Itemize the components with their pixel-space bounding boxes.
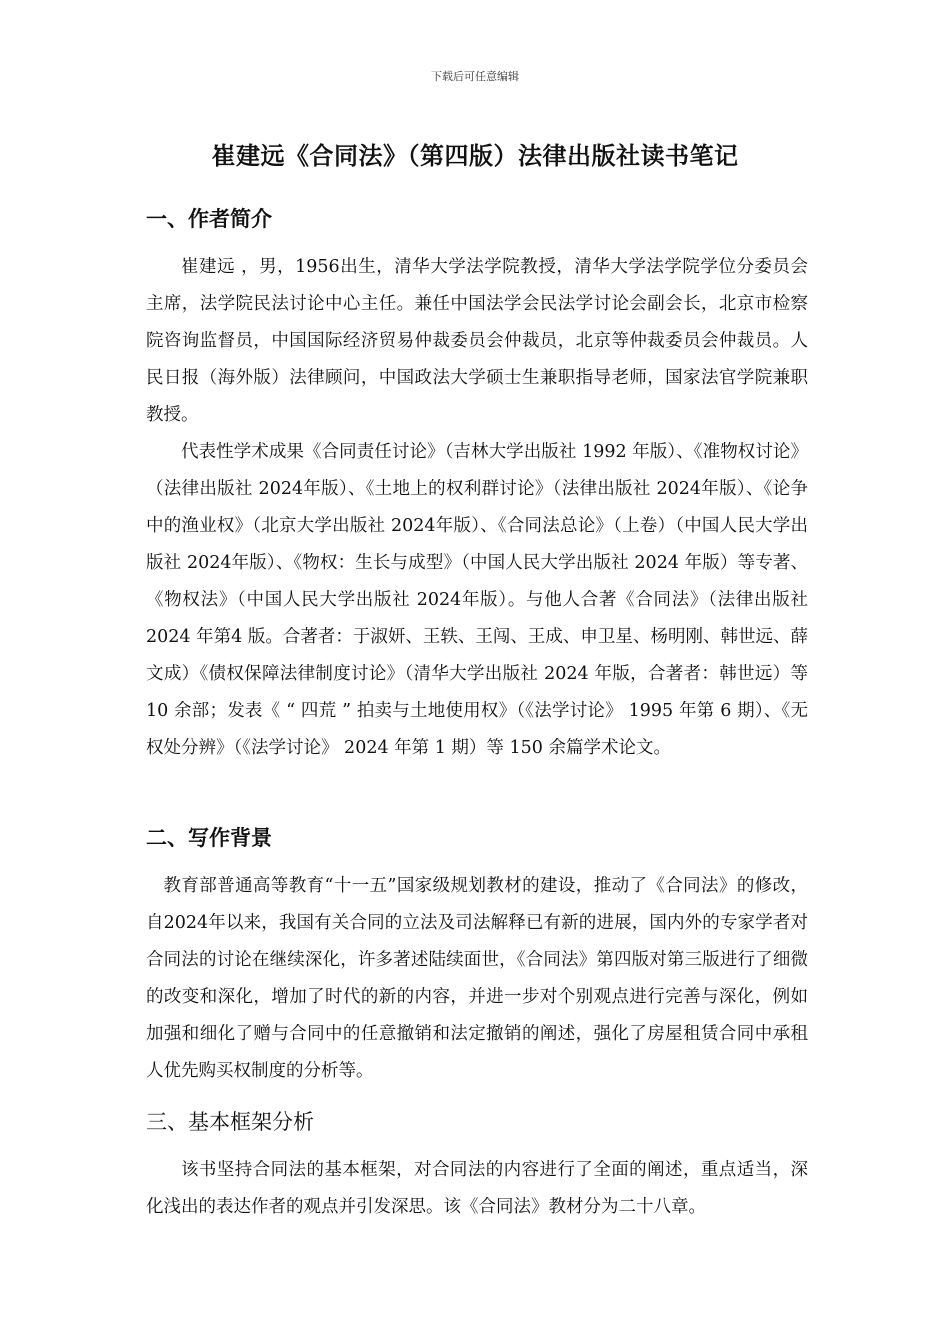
paragraph-author-bio: 崔建远 ，男，1956出生，清华大学法学院教授，清华大学法学院学位分委员会主席，法学院民法讨论中心主任。兼任中国法学会民法学讨论会副会长，北京市检察院咨询监督员，中国国际经济贸易仲裁委员会仲裁员，北京等仲裁委员会仲裁员。人民日报（海外版）法律顾问，中国政法大学硕士生兼职指导老师，国家法官学院兼职教授。 [146, 257, 808, 425]
section-heading-background: 二、写作背景 [146, 826, 272, 850]
paragraph-author-works: 代表性学术成果《合同责任讨论》（吉林大学出版社 1992 年版）、《准物权讨论》（法律出版社 2024年版）、《土地上的权利群讨论》（法律出版社 2024年版）、《论争中的渔业权》（北京大学出版社 2024年版）、《合同法总论》（上卷）（中国人民大学出版社 2024年版）、《物权：生长与成型》（中国人民大学出版社 2024 年版）等专著、《物权法》（中国人民大学出版社 2024年版）。与他人合著《合同法》（法律出版社 2024 年第4 版。合著者：于淑妍、王轶、王闯、王成、申卫星、杨明刚、韩世远、薛文成）《债权保障法律制度讨论》（清华大学出版社 2024 年版，合著者：韩世远）等 10 余部；发表《 “ 四荒 ” 拍卖与土地使用权》（《法学讨论》 1995 年第 6 期）、《无权处分辨》（《法学讨论》 2024 年第 1 期）等 150 余篇学术论文。 [146, 442, 808, 758]
paragraph-background: 教育部普通高等教育“十一五”国家级规划教材的建设，推动了《合同法》的修改，自2024年以来，我国有关合同的立法及司法解释已有新的进展，国内外的专家学者对合同法的讨论在继续深化，许多著述陆续面世，《合同法》第四版对第三版进行了细微的改变和深化，增加了时代的新的内容，并进一步对个别观点进行完善与深化，例如加强和细化了赠与合同中的任意撤销和法定撤销的阐述，强化了房屋租赁合同中承租人优先购买权制度的分析等。 [146, 876, 808, 1081]
header-note: 下载后可任意编辑 [431, 70, 519, 83]
section-heading-author: 一、作者简介 [146, 207, 272, 231]
document-title: 崔建远《合同法》（第四版）法律出版社读书笔记 [211, 142, 739, 170]
paragraph-framework: 该书坚持合同法的基本框架，对合同法的内容进行了全面的阐述，重点适当，深化浅出的表达作者的观点并引发深思。该《合同法》教材分为二十八章。 [146, 1160, 808, 1217]
section-heading-framework: 三、基本框架分析 [146, 1110, 314, 1134]
